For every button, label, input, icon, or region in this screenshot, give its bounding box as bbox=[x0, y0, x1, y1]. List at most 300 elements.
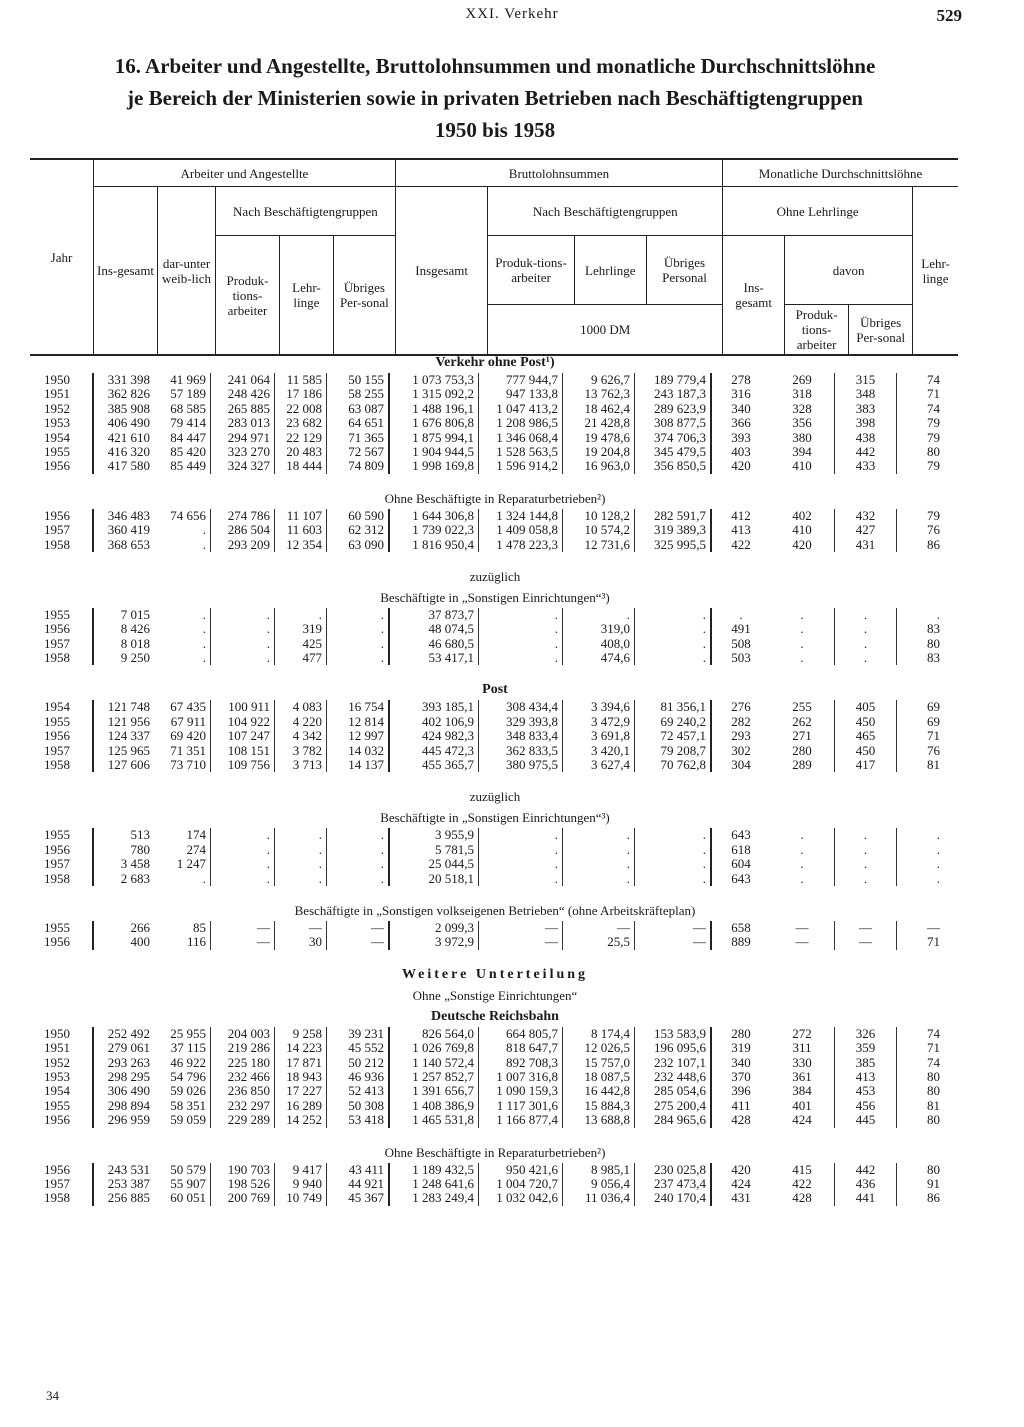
section-gap bbox=[30, 886, 960, 900]
year-cell: 1958 bbox=[44, 536, 70, 552]
year-cell: 1955 bbox=[44, 713, 70, 729]
data-cell: 52 413 bbox=[326, 1084, 388, 1098]
data-cell: 55 907 bbox=[170, 1175, 206, 1191]
data-cell: 421 610 bbox=[92, 431, 154, 445]
data-cell: 413 bbox=[834, 1070, 896, 1084]
col-insgesamt-aa: Ins-gesamt bbox=[94, 187, 158, 356]
data-cell: . bbox=[896, 872, 956, 886]
data-cell: . bbox=[562, 608, 634, 622]
data-cell: 85 420 bbox=[170, 443, 206, 459]
data-cell: . bbox=[834, 843, 896, 857]
data-cell: 76 bbox=[896, 744, 956, 758]
data-cell: 79 414 bbox=[170, 415, 206, 431]
data-cell: 294 971 bbox=[210, 431, 274, 445]
section-heading: Beschäftigte in „Sonstigen Einrichtungen“³) bbox=[380, 810, 610, 826]
data-cell: 121 748 bbox=[92, 700, 154, 714]
table-row bbox=[30, 715, 960, 729]
data-cell: . bbox=[634, 637, 710, 651]
data-cell: . bbox=[634, 872, 710, 886]
data-cell: 436 bbox=[834, 1177, 896, 1191]
data-cell: 232 448,6 bbox=[634, 1070, 710, 1084]
data-cell: . bbox=[210, 622, 274, 636]
data-cell: 174 bbox=[186, 827, 206, 843]
year-cell: 1958 bbox=[44, 757, 70, 773]
data-cell: 59 059 bbox=[170, 1112, 206, 1128]
title-line-1: 16. Arbeiter und Angestellte, Bruttolohnsummen und monatliche Durchschnittslöhne bbox=[114, 54, 876, 78]
data-cell: 91 bbox=[896, 1177, 956, 1191]
data-cell: 275 200,4 bbox=[634, 1099, 710, 1113]
data-cell: . bbox=[326, 872, 388, 886]
data-cell: 71 bbox=[896, 935, 956, 949]
data-cell: 69 bbox=[896, 715, 956, 729]
data-cell: 274 786 bbox=[210, 509, 274, 523]
data-cell: 420 bbox=[792, 536, 812, 552]
data-cell: 1 283 249,4 bbox=[388, 1191, 478, 1205]
data-cell: 296 959 bbox=[92, 1113, 154, 1127]
data-cell: 108 151 bbox=[210, 744, 274, 758]
data-cell: 232 107,1 bbox=[634, 1056, 710, 1070]
data-cell: . bbox=[562, 872, 634, 886]
data-cell: 826 564,0 bbox=[388, 1027, 478, 1041]
data-cell: 319 bbox=[274, 622, 326, 636]
year-cell: 1956 bbox=[44, 728, 70, 744]
data-cell: . bbox=[834, 857, 896, 871]
year-cell: 1958 bbox=[44, 1190, 70, 1206]
data-cell: — bbox=[834, 935, 896, 949]
data-cell: 947 133,8 bbox=[478, 387, 562, 401]
data-cell: 253 387 bbox=[92, 1177, 154, 1191]
data-cell: — bbox=[896, 921, 956, 935]
data-cell: 13 762,3 bbox=[562, 387, 634, 401]
data-cell: 198 526 bbox=[210, 1177, 274, 1191]
data-cell: 18 444 bbox=[274, 459, 326, 473]
data-cell: 67 435 bbox=[170, 699, 206, 715]
data-cell: 818 647,7 bbox=[478, 1041, 562, 1055]
table-row bbox=[30, 872, 960, 886]
data-cell: 237 473,4 bbox=[634, 1177, 710, 1191]
year-cell: 1956 bbox=[44, 1161, 70, 1177]
year-cell: 1958 bbox=[44, 650, 70, 666]
data-cell: 455 365,7 bbox=[388, 758, 478, 772]
table-row bbox=[30, 509, 960, 523]
data-cell: . bbox=[326, 622, 388, 636]
data-cell: 243 187,3 bbox=[634, 387, 710, 401]
data-cell: 604 bbox=[710, 857, 770, 871]
data-cell: 272 bbox=[792, 1025, 812, 1041]
data-cell: 22 129 bbox=[274, 431, 326, 445]
section-gap bbox=[30, 552, 960, 566]
data-cell: 370 bbox=[710, 1070, 770, 1084]
data-cell: 401 bbox=[792, 1097, 812, 1113]
data-cell: 664 805,7 bbox=[478, 1027, 562, 1041]
data-cell: 9 056,4 bbox=[562, 1177, 634, 1191]
data-cell: 25,5 bbox=[562, 935, 634, 949]
data-cell: 18 462,4 bbox=[562, 402, 634, 416]
data-cell: 450 bbox=[834, 744, 896, 758]
data-cell: — bbox=[478, 935, 562, 949]
section-heading: Verkehr ohne Post¹) bbox=[435, 355, 555, 370]
data-cell: 346 483 bbox=[92, 509, 154, 523]
data-cell: 780 bbox=[92, 843, 154, 857]
table-row bbox=[30, 1070, 960, 1084]
year-cell: 1952 bbox=[44, 400, 70, 416]
data-cell: . bbox=[326, 651, 388, 665]
data-cell: 302 bbox=[710, 744, 770, 758]
data-cell: 79 bbox=[896, 416, 956, 430]
data-cell: . bbox=[210, 608, 274, 622]
data-cell: 1 315 092,2 bbox=[388, 387, 478, 401]
data-cell: 43 411 bbox=[326, 1163, 388, 1177]
year-cell: 1950 bbox=[44, 1025, 70, 1041]
data-cell: . bbox=[800, 635, 804, 651]
data-cell: — bbox=[795, 934, 809, 950]
data-cell: 316 bbox=[710, 387, 770, 401]
data-cell: 329 393,8 bbox=[478, 715, 562, 729]
data-cell: 204 003 bbox=[210, 1027, 274, 1041]
data-cell: 63 087 bbox=[326, 402, 388, 416]
data-cell: 417 580 bbox=[92, 459, 154, 473]
data-cell: 362 826 bbox=[92, 387, 154, 401]
data-cell: 3 782 bbox=[274, 744, 326, 758]
data-cell: 477 bbox=[274, 651, 326, 665]
table-row bbox=[30, 1056, 960, 1070]
col-produktion-brutto: Produk-tions-arbeiter bbox=[488, 236, 574, 305]
year-cell: 1951 bbox=[44, 386, 70, 402]
data-cell: 356 bbox=[792, 415, 812, 431]
data-cell: 229 289 bbox=[210, 1113, 274, 1127]
data-cell: . bbox=[834, 828, 896, 842]
data-cell: . bbox=[202, 635, 206, 651]
table-row bbox=[30, 758, 960, 772]
data-cell: 411 bbox=[710, 1099, 770, 1113]
column-header bbox=[30, 158, 958, 356]
data-cell: 643 bbox=[710, 872, 770, 886]
data-cell: 15 884,3 bbox=[562, 1099, 634, 1113]
data-cell: . bbox=[478, 828, 562, 842]
data-cell: 3 713 bbox=[274, 758, 326, 772]
data-cell: 8 426 bbox=[92, 622, 154, 636]
data-cell: 63 090 bbox=[326, 538, 388, 552]
col-uebriges-lohn: Übriges Per-sonal bbox=[849, 305, 913, 356]
table-row bbox=[30, 921, 960, 935]
data-cell: 325 995,5 bbox=[634, 538, 710, 552]
data-cell: 21 428,8 bbox=[562, 416, 634, 430]
data-cell: 190 703 bbox=[210, 1163, 274, 1177]
title-line-2: je Bereich der Ministerien sowie in privaten Betrieben nach Beschäftigtengruppen bbox=[127, 86, 863, 110]
data-cell: 285 054,6 bbox=[634, 1084, 710, 1098]
data-cell: 431 bbox=[834, 538, 896, 552]
data-cell: 53 417,1 bbox=[388, 651, 478, 665]
data-cell: 450 bbox=[834, 715, 896, 729]
data-cell: 30 bbox=[274, 935, 326, 949]
data-cell: 79 bbox=[896, 431, 956, 445]
data-cell: 442 bbox=[834, 1163, 896, 1177]
data-cell: 328 bbox=[792, 400, 812, 416]
data-cell: 9 258 bbox=[274, 1027, 326, 1041]
data-cell: 422 bbox=[710, 538, 770, 552]
data-cell: 282 bbox=[710, 715, 770, 729]
data-cell: 289 bbox=[792, 757, 812, 773]
data-cell: — bbox=[274, 921, 326, 935]
data-cell: 396 bbox=[710, 1084, 770, 1098]
data-cell: 1 189 432,5 bbox=[388, 1163, 478, 1177]
col-insgesamt-lohn: Ins-gesamt bbox=[723, 236, 785, 356]
data-cell: 241 064 bbox=[210, 373, 274, 387]
data-cell: . bbox=[634, 857, 710, 871]
data-cell: . bbox=[634, 828, 710, 842]
data-cell: 74 809 bbox=[326, 459, 388, 473]
data-cell: 1 346 068,4 bbox=[478, 431, 562, 445]
data-cell: 374 706,3 bbox=[634, 431, 710, 445]
data-cell: 80 bbox=[896, 445, 956, 459]
data-cell: 368 653 bbox=[92, 538, 154, 552]
data-cell: . bbox=[326, 828, 388, 842]
data-cell: 402 bbox=[792, 507, 812, 523]
data-cell: . bbox=[896, 843, 956, 857]
data-cell: 393 185,1 bbox=[388, 700, 478, 714]
data-cell: 41 969 bbox=[170, 372, 206, 387]
col-produktion-lohn: Produk-tions-arbeiter bbox=[785, 305, 849, 356]
table-row bbox=[30, 445, 960, 459]
data-cell: . bbox=[562, 828, 634, 842]
section-heading: Ohne Beschäftigte in Reparaturbetrieben²) bbox=[384, 1144, 606, 1160]
data-cell: 442 bbox=[834, 445, 896, 459]
data-cell: 44 921 bbox=[326, 1177, 388, 1191]
table-row bbox=[30, 402, 960, 416]
table-row bbox=[30, 1041, 960, 1055]
data-cell: 420 bbox=[710, 459, 770, 473]
data-cell: 1 257 852,7 bbox=[388, 1070, 478, 1084]
section-gap bbox=[30, 1128, 960, 1142]
data-cell: 425 bbox=[274, 637, 326, 651]
year-cell: 1954 bbox=[44, 699, 70, 715]
data-cell: 1 676 806,8 bbox=[388, 416, 478, 430]
data-cell: 324 327 bbox=[210, 459, 274, 473]
data-cell: 236 850 bbox=[210, 1084, 274, 1098]
table-row bbox=[30, 431, 960, 445]
section-heading: Weitere Unterteilung bbox=[401, 966, 589, 982]
section-heading: Beschäftigte in „Sonstigen Einrichtungen“³) bbox=[380, 589, 610, 605]
data-cell: 73 710 bbox=[170, 757, 206, 773]
data-cell: 50 155 bbox=[326, 373, 388, 387]
data-cell: 80 bbox=[896, 1113, 956, 1127]
data-cell: 319,0 bbox=[562, 622, 634, 636]
data-cell: 8 985,1 bbox=[562, 1163, 634, 1177]
table-row bbox=[30, 1084, 960, 1098]
data-cell: 1 904 944,5 bbox=[388, 445, 478, 459]
data-cell: 15 757,0 bbox=[562, 1056, 634, 1070]
year-cell: 1954 bbox=[44, 1083, 70, 1099]
data-cell: 306 490 bbox=[92, 1084, 154, 1098]
data-cell: — bbox=[478, 921, 562, 935]
year-cell: 1954 bbox=[44, 429, 70, 445]
data-cell: 17 227 bbox=[274, 1084, 326, 1098]
data-cell: . bbox=[800, 621, 804, 637]
data-cell: 84 447 bbox=[170, 429, 206, 445]
section-heading: Ohne „Sonstige Einrichtungen“ bbox=[412, 987, 578, 1003]
data-cell: . bbox=[478, 637, 562, 651]
data-cell: 441 bbox=[834, 1191, 896, 1205]
data-cell: . bbox=[210, 857, 274, 871]
table-row bbox=[30, 459, 960, 473]
data-cell: . bbox=[478, 857, 562, 871]
data-cell: 427 bbox=[834, 523, 896, 537]
data-cell: 340 bbox=[710, 402, 770, 416]
data-cell: 72 567 bbox=[326, 445, 388, 459]
data-cell: 323 270 bbox=[210, 445, 274, 459]
year-cell: 1956 bbox=[44, 841, 70, 857]
data-cell: 71 bbox=[896, 729, 956, 743]
data-cell: . bbox=[478, 651, 562, 665]
data-cell: 1 409 058,8 bbox=[478, 523, 562, 537]
data-cell: . bbox=[634, 651, 710, 665]
data-cell: . bbox=[326, 857, 388, 871]
col-lehrlinge-aa: Lehr-linge bbox=[280, 236, 334, 356]
data-cell: 74 bbox=[896, 1027, 956, 1041]
data-cell: . bbox=[202, 870, 206, 886]
data-cell: — bbox=[210, 921, 274, 935]
data-cell: 46 936 bbox=[326, 1070, 388, 1084]
data-cell: 424 982,3 bbox=[388, 729, 478, 743]
section-heading: zuzüglich bbox=[469, 568, 521, 584]
data-cell: 345 479,5 bbox=[634, 445, 710, 459]
data-cell: 340 bbox=[710, 1056, 770, 1070]
data-cell: 17 871 bbox=[274, 1056, 326, 1070]
data-cell: 153 583,9 bbox=[634, 1027, 710, 1041]
data-cell: 104 922 bbox=[210, 715, 274, 729]
data-cell: 107 247 bbox=[210, 729, 274, 743]
data-cell: 356 850,5 bbox=[634, 459, 710, 473]
data-cell: 12 026,5 bbox=[562, 1041, 634, 1055]
section-gap bbox=[30, 474, 960, 488]
data-cell: 1 488 196,1 bbox=[388, 402, 478, 416]
col-lehrlinge-brutto: Lehrlinge bbox=[574, 236, 646, 305]
data-cell: 3 691,8 bbox=[562, 729, 634, 743]
section-gap bbox=[30, 665, 960, 679]
col-jahr: Jahr bbox=[30, 159, 94, 355]
data-cell: 16 754 bbox=[326, 700, 388, 714]
data-cell: 14 223 bbox=[274, 1041, 326, 1055]
data-cell: 71 bbox=[896, 387, 956, 401]
data-cell: 308 877,5 bbox=[634, 416, 710, 430]
data-cell: 5 781,5 bbox=[388, 843, 478, 857]
data-cell: 71 bbox=[896, 1041, 956, 1055]
data-cell: 279 061 bbox=[92, 1041, 154, 1055]
data-cell: 1 032 042,6 bbox=[478, 1191, 562, 1205]
data-cell: 60 590 bbox=[326, 509, 388, 523]
data-cell: 1 208 986,5 bbox=[478, 416, 562, 430]
data-cell: 3 627,4 bbox=[562, 758, 634, 772]
data-cell: 1 408 386,9 bbox=[388, 1099, 478, 1113]
data-cell: 71 365 bbox=[326, 431, 388, 445]
data-cell: 286 504 bbox=[210, 523, 274, 537]
data-cell: 445 bbox=[834, 1113, 896, 1127]
table-row bbox=[30, 416, 960, 430]
data-cell: 422 bbox=[792, 1175, 812, 1191]
data-cell: 14 032 bbox=[326, 744, 388, 758]
data-cell: . bbox=[274, 608, 326, 622]
data-cell: 271 bbox=[792, 728, 812, 744]
data-cell: 7 015 bbox=[92, 608, 154, 622]
data-cell: 10 749 bbox=[274, 1191, 326, 1205]
data-cell: 46 680,5 bbox=[388, 637, 478, 651]
data-cell: . bbox=[834, 622, 896, 636]
data-cell: 4 083 bbox=[274, 700, 326, 714]
data-cell: 293 209 bbox=[210, 538, 274, 552]
data-cell: 116 bbox=[186, 934, 206, 950]
data-cell: 67 911 bbox=[170, 713, 206, 729]
table-row bbox=[30, 651, 960, 665]
data-cell: . bbox=[896, 857, 956, 871]
data-cell: 892 708,3 bbox=[478, 1056, 562, 1070]
data-cell: 50 212 bbox=[326, 1056, 388, 1070]
table-row bbox=[30, 622, 960, 636]
data-cell: 19 478,6 bbox=[562, 431, 634, 445]
data-cell: . bbox=[210, 843, 274, 857]
table-row bbox=[30, 1191, 960, 1205]
year-cell: 1956 bbox=[44, 458, 70, 474]
data-cell: 85 449 bbox=[170, 458, 206, 474]
data-cell: 12 354 bbox=[274, 538, 326, 552]
data-cell: . bbox=[202, 606, 206, 622]
col-group-lohn: Monatliche Durchschnittslöhne bbox=[723, 159, 958, 187]
data-cell: 74 656 bbox=[170, 507, 206, 523]
data-cell: 50 308 bbox=[326, 1099, 388, 1113]
data-cell: 64 651 bbox=[326, 416, 388, 430]
table-row bbox=[30, 828, 960, 842]
data-cell: 432 bbox=[834, 509, 896, 523]
data-cell: 431 bbox=[710, 1191, 770, 1205]
data-cell: — bbox=[326, 921, 388, 935]
data-cell: . bbox=[274, 828, 326, 842]
table-row bbox=[30, 608, 960, 622]
data-cell: 298 295 bbox=[92, 1070, 154, 1084]
data-cell: . bbox=[562, 843, 634, 857]
data-cell: 348 bbox=[834, 387, 896, 401]
data-cell: 59 026 bbox=[170, 1083, 206, 1099]
data-cell: 69 bbox=[896, 700, 956, 714]
data-cell: 474,6 bbox=[562, 651, 634, 665]
data-cell: 658 bbox=[710, 921, 770, 935]
data-cell: 12 997 bbox=[326, 729, 388, 743]
data-cell: 360 419 bbox=[92, 523, 154, 537]
data-cell: — bbox=[210, 935, 274, 949]
year-cell: 1951 bbox=[44, 1040, 70, 1056]
data-cell: 60 051 bbox=[170, 1190, 206, 1206]
chapter-heading: XXI. Verkehr bbox=[465, 6, 559, 22]
data-cell: 1 073 753,3 bbox=[388, 373, 478, 387]
data-cell: 276 bbox=[710, 700, 770, 714]
section-heading: Post bbox=[482, 682, 508, 698]
year-cell: 1957 bbox=[44, 1175, 70, 1191]
data-cell: 361 bbox=[792, 1068, 812, 1084]
data-cell: 9 940 bbox=[274, 1177, 326, 1191]
data-cell: 318 bbox=[792, 386, 812, 402]
section-heading: Deutsche Reichsbahn bbox=[431, 1008, 559, 1024]
data-cell: . bbox=[202, 650, 206, 666]
data-cell: . bbox=[326, 637, 388, 651]
data-cell: 405 bbox=[834, 700, 896, 714]
data-cell: 380 bbox=[792, 429, 812, 445]
year-cell: 1957 bbox=[44, 635, 70, 651]
data-cell: 950 421,6 bbox=[478, 1163, 562, 1177]
data-cell: 232 297 bbox=[210, 1099, 274, 1113]
data-cell: 12 814 bbox=[326, 715, 388, 729]
data-cell: . bbox=[834, 608, 896, 622]
data-cell: 9 417 bbox=[274, 1163, 326, 1177]
table-row bbox=[30, 1113, 960, 1127]
data-cell: . bbox=[634, 843, 710, 857]
